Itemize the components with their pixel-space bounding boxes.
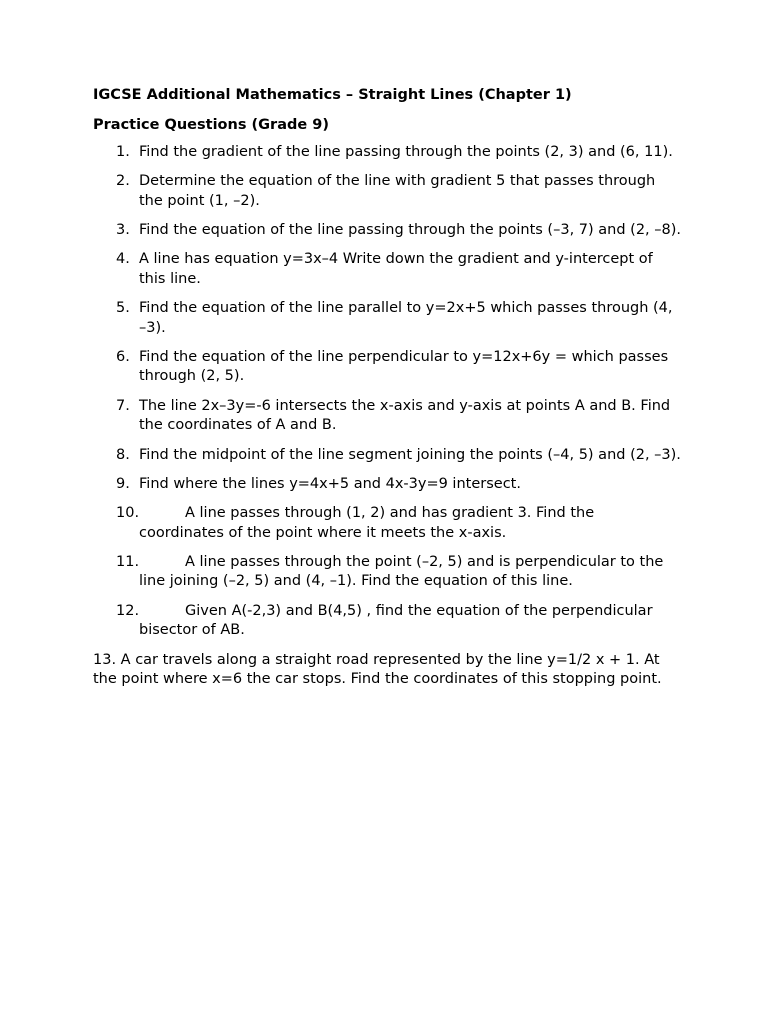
question-number: 12. bbox=[116, 602, 140, 619]
question-item bbox=[93, 397, 683, 436]
question-text: A line has equation y=3x–4 Write down the gradient and y-intercept of this line. bbox=[139, 251, 653, 287]
question-number: 8. bbox=[116, 446, 130, 463]
question-text: Find the midpoint of the line segment joining the points (–4, 5) and (2, –3). bbox=[139, 446, 681, 463]
question-number: 3. bbox=[116, 222, 130, 239]
question-item bbox=[93, 143, 683, 163]
document-subtitle: Practice Questions (Grade 9) bbox=[93, 116, 329, 133]
question-text: Find where the lines y=4x+5 and 4x-3y=9 intersect. bbox=[139, 475, 521, 492]
final-question: 13. A car travels along a straight road represented by the line y=1/2 x + 1. At the point where x=6 the car stops. Find the coordinates of this stopping point. bbox=[93, 651, 662, 688]
question-number: 1. bbox=[116, 144, 130, 160]
question-number: 2. bbox=[116, 173, 130, 190]
question-text: Find the equation of the line perpendicular to y=12x+6y = which passes through (2, 5). bbox=[139, 348, 669, 385]
question-item bbox=[93, 299, 683, 338]
question-text: Given A(-2,3) and B(4,5) , find the equation of the perpendicular bisector of AB. bbox=[139, 602, 653, 639]
question-text: Find the gradient of the line passing through the points (2, 3) and (6, 11). bbox=[139, 144, 673, 160]
question-item bbox=[93, 348, 683, 387]
question-number: 11. bbox=[116, 553, 140, 570]
question-item bbox=[93, 602, 683, 641]
question-number: 7. bbox=[116, 397, 130, 414]
question-item bbox=[93, 475, 683, 495]
question-text: The line 2x–3y=-6 intersects the x-axis and y-axis at points A and B. Find the coordinates of A and B. bbox=[139, 397, 671, 434]
question-number: 10. bbox=[116, 505, 140, 522]
question-text: A line passes through the point (–2, 5) and is perpendicular to the line joining (–2, 5) and (4, –1). Find the equation of this line. bbox=[139, 553, 664, 590]
question-number: 9. bbox=[116, 475, 130, 492]
question-item bbox=[93, 553, 683, 592]
question-item bbox=[93, 250, 683, 289]
question-item bbox=[93, 504, 683, 543]
question-item bbox=[93, 221, 683, 241]
document-title: IGCSE Additional Mathematics – Straight Lines (Chapter 1) bbox=[93, 87, 572, 103]
question-number: 6. bbox=[116, 348, 130, 365]
document-body bbox=[93, 86, 683, 690]
question-number: 4. bbox=[116, 251, 130, 268]
question-text: A line passes through (1, 2) and has gradient 3. Find the coordinates of the point where it meets the x-axis. bbox=[139, 505, 595, 541]
question-list bbox=[93, 143, 683, 641]
question-item bbox=[93, 172, 683, 211]
question-text: Find the equation of the line parallel to y=2x+5 which passes through (4, –3). bbox=[139, 300, 673, 336]
question-text: Determine the equation of the line with gradient 5 that passes through the point (1, –2). bbox=[139, 173, 656, 209]
question-text: Find the equation of the line passing through the points (–3, 7) and (2, –8). bbox=[139, 222, 682, 239]
question-number: 5. bbox=[116, 300, 130, 317]
question-item bbox=[93, 446, 683, 466]
